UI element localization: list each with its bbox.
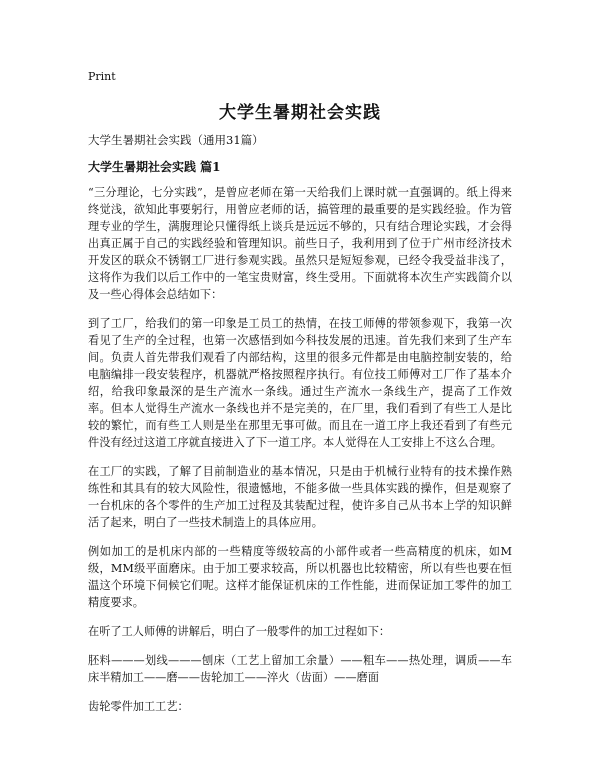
section-heading: 大学生暑期社会实践 篇1 — [88, 160, 221, 174]
paragraph-example: 例如加工的是机床内部的一些精度等级较高的小部件或者一些高精度的机床，如M级，MM级平面磨床。由于加工要求较高，所以机器也比较精密，所以有些也要在恒温这个环境下伺候它们呢。这样才能保证机床的工作性能，进而保证加工零件的加工精度要求。 — [88, 545, 512, 609]
document-subtitle: 大学生暑期社会实践（通用31篇） — [88, 133, 264, 147]
paragraph-process-intro: 在听了工人师傅的讲解后，明白了一般零件的加工过程如下： — [88, 625, 391, 638]
paragraph-gear-process: 齿轮零件加工工艺： — [88, 700, 189, 713]
paragraph-intro: “三分理论，七分实践”，是曾应老师在第一天给我们上课时就一直强调的。纸上得来终觉浅，欲知此事要躬行，用曾应老师的话，搞管理的最重要的是实践经验。作为管理专业的学生，满腹理论只懂得纸上谈兵是远远不够的，只有结合理论实践，才会得出真正属于自己的实践经验和管理知识。前些日子，我利用到了位于广州市经济技术开发区的联众不锈钢工厂进行参观实践。虽然只是短短参观，已经令我受益非浅了，这将作为我们以后工作中的一笔宝贵财富，终生受用。下面就将本次生产实践简介以及一些心得体会总结如下： — [88, 186, 512, 301]
paragraph-practice: 在工厂的实践，了解了目前制造业的基本情况，只是由于机械行业特有的技术操作熟练性和其具有的较大风险性，很遗憾地，不能多做一些具体实践的操作，但是观察了一台机床的各个零件的生产加工过程及其装配过程，使许多自己从书本上学的知识鲜活了起来，明白了一些技术制造上的具体应用。 — [88, 465, 512, 529]
paragraph-process-steps: 胚料———划线———刨床（工艺上留加工余量）——粗车——热处理，调质——车床半精加工——磨——齿轮加工——淬火（齿面）——磨面 — [88, 654, 512, 684]
print-label: Print — [88, 70, 116, 83]
document-body — [88, 184, 512, 715]
paragraph-factory-visit: 到了工厂，给我们的第一印象是工员工的热情，在技工师傅的带领参观下，我第一次看见了生产的全过程，也第一次感悟到如今科技发展的迅速。首先我们来到了生产车间。负责人首先带我们观看了内部结构，这里的很多元件都是由电脑控制安装的，给电脑编排一段安装程序，机器就严格按照程序执行。有位技工师傅对工厂作了基本介绍，给我印象最深的是生产流水一条线。通过生产流水一条线生产，提高了工作效率。但本人觉得生产流水一条线也并不是完美的，在厂里，我们看到了有些工人是比较的繁忙，而有些工人则是坐在那里无事可做。而且在一道工序上我还看到了有些元件没有经过这道工序就直接进入了下一道工序。本人觉得在人工安排上不这么合理。 — [88, 317, 512, 449]
page-title: 大学生暑期社会实践 — [219, 103, 381, 123]
